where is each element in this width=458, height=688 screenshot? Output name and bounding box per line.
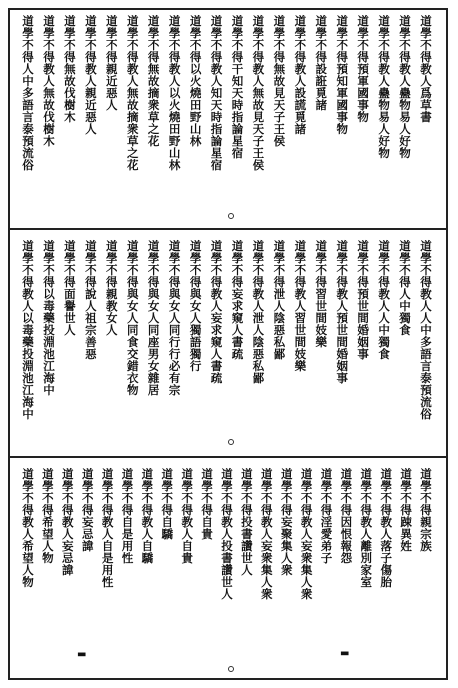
text-column: 道學不得泄人陰惡私鄙 [272, 240, 287, 360]
text-column: 道學不得自驕 [160, 468, 175, 540]
text-column: 道學不得習世間妓樂 [314, 240, 329, 348]
text-column: 道學不得希望人物 [40, 468, 55, 564]
text-column: 道學不得無故見天子王侯 [272, 15, 287, 147]
text-column: 道學不得教人人中多語言泰預流俗 [419, 240, 433, 420]
circle-mark [228, 666, 234, 672]
text-column: 道學不得無故摘衆草之花 [146, 15, 161, 147]
text-column: 道學不得投書讚世人 [239, 468, 254, 576]
text-column: 道學不得自貴 [200, 468, 215, 540]
text-column: 道學不得教人落子傷胎 [379, 468, 394, 588]
text-column: 道學不得教人自貴 [180, 468, 195, 564]
text-column: 道學不得妄忌諱 [80, 468, 95, 552]
panel-divider-bottom [8, 456, 448, 458]
text-column: 道學不得妄求窺人書疏 [230, 240, 245, 360]
text-column: 道學不得面譽世人 [62, 240, 77, 336]
text-column: 道學不得教人妄衆集人衆 [299, 468, 314, 600]
ink-mark: ▬ [77, 649, 87, 660]
text-column: 道學不得教人泄人陰惡私鄙 [251, 240, 266, 384]
text-column: 道學不得教人妄衆集人衆 [259, 468, 274, 600]
text-column: 道學不得以毒藥投淵池江海中 [41, 240, 56, 396]
text-column: 道學不得教人蠱物易人好物 [377, 15, 392, 159]
panel-divider-top [8, 228, 448, 230]
text-column: 道學不得預世間婚姻事 [356, 240, 371, 360]
text-column: 道學不得無故伐樹木 [62, 15, 77, 123]
text-column: 道學不得教人無故伐樹木 [41, 15, 56, 147]
text-column: 道學不得踈異姓 [399, 468, 414, 552]
text-column: 道學不得教人人中獨食 [377, 240, 392, 360]
text-column: 道學不得親宗族 [419, 468, 433, 552]
text-column: 道學不得教人離別家室 [359, 468, 374, 588]
ink-mark: ▬ [340, 648, 350, 659]
text-column: 道學不得教人自是用性 [100, 468, 115, 588]
text-column: 道學不得教人希望人物 [21, 468, 35, 588]
text-column: 道學不得與女人獨語獨行 [188, 240, 203, 372]
text-column: 道學不得教人設謊覓諸 [293, 15, 308, 135]
text-column: 道學不得教人以毒藥投淵池江海中 [21, 240, 35, 420]
circle-mark [228, 439, 234, 445]
text-column: 道學不得教人親近惡人 [83, 15, 98, 135]
text-column: 道學不得干知天時指論星宿 [230, 15, 245, 159]
text-column: 道學不得教人自驕 [140, 468, 155, 564]
text-column: 道學不得教人妄求窺人書疏 [209, 240, 224, 384]
text-column: 道學不得與女人同行行必有宗 [167, 240, 182, 396]
text-column: 道學不得說人祖宗善惡 [83, 240, 98, 360]
text-column: 道學不得親教女人 [104, 240, 119, 336]
text-column: 道學不得以火燒田野山林 [188, 15, 203, 147]
text-column: 道學不得人中多語言泰預流俗 [21, 15, 35, 171]
text-column: 道學不得教人蠱物易人好物 [398, 15, 413, 159]
text-column: 道學不得親近惡人 [104, 15, 119, 111]
text-column: 道學不得因恨報怨 [339, 468, 354, 564]
text-column: 道學不得教人知天時指論星宿 [209, 15, 224, 171]
text-column: 道學不得人中獨食 [398, 240, 413, 336]
text-column: 道學不得妄聚集人衆 [279, 468, 294, 576]
text-column: 道學不得教人預世間婚姻事 [335, 240, 350, 384]
text-column: 道學不得淫愛弟子 [319, 468, 334, 564]
text-column: 道學不得與女人同座男女雜居 [146, 240, 161, 396]
text-column: 道學不得預軍國事物 [356, 15, 371, 123]
text-column: 道學不得預知軍國事物 [335, 15, 350, 135]
text-column: 道學不得教人習世間妓樂 [293, 240, 308, 372]
text-column: 道學不得教人爲草書 [419, 15, 433, 123]
text-column: 道學不得教人無故見天子王侯 [251, 15, 266, 171]
text-column: 道學不得教人以火燒田野山林 [167, 15, 182, 171]
text-column: 道學不得與女人同食交錯衣物 [125, 240, 140, 396]
text-column: 道學不得教人投書讚世人 [220, 468, 234, 600]
circle-mark [228, 213, 234, 219]
text-column: 道學不得教人妄忌諱 [60, 468, 75, 576]
text-column: 道學不得教人無故摘衆草之花 [125, 15, 140, 171]
text-column: 道學不得自是用性 [120, 468, 135, 564]
text-column: 道學不得設誑覓諸 [314, 15, 329, 111]
